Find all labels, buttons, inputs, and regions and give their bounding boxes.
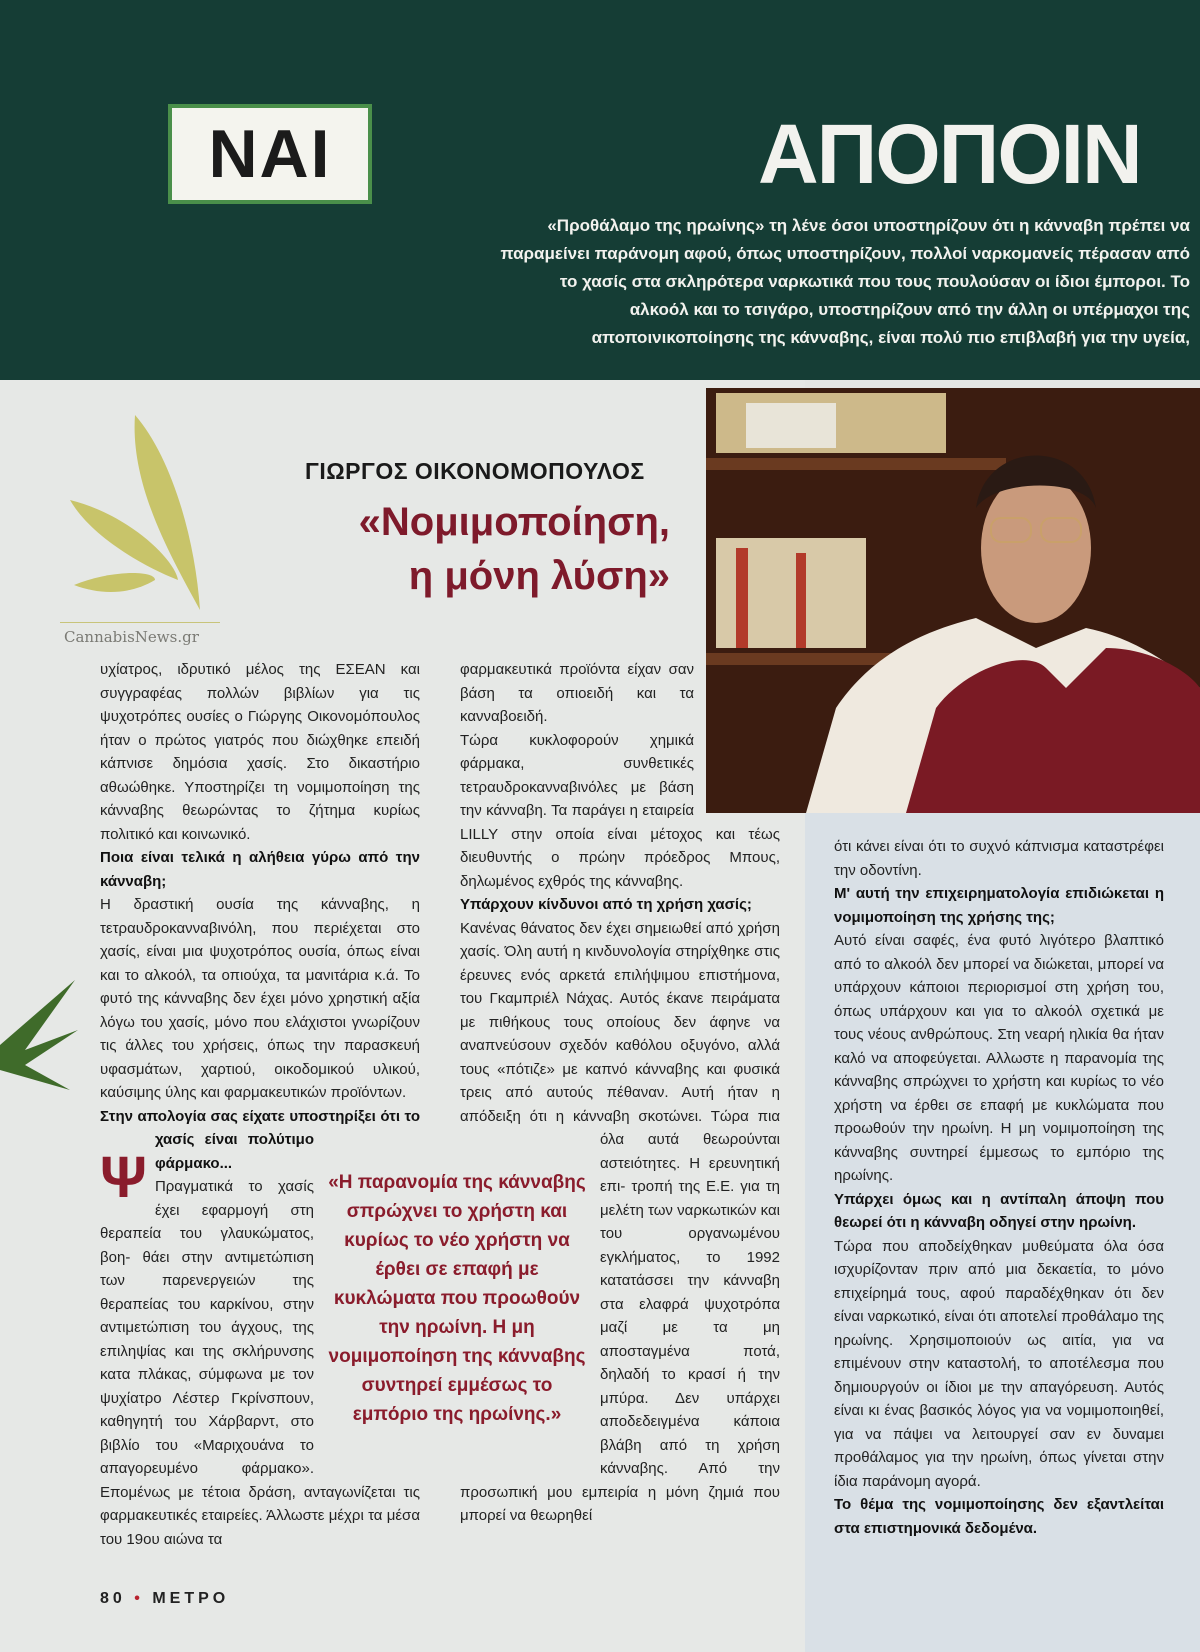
paragraph-part: Κανένας θάνατος δεν έχει σημειωθεί από χρήση χασίς. Όλη αυτή η κινδυνολογία στηρίχθηκε στις έρευνες ενός αρκετά επιλήψιμου επιστήμονα, του Γκαμπριέλ Νάχας. Αυτός έκανε πειράματα με πιθήκους τους οποίους δεν άφηνε να αναπνεύσουν σχεδόν καθόλου οξυγόνο, αλλά τους «πότιζε» με καπνό κάνναβης και φυσικά τρεις από αυτούς πέθαναν. Αυτή ήταν η απόδειξη ότι η κάνναβη σκοτώνει. Τώρα πια όλα αυτά θεωρούνται αστειότητες. Η ερευνητική επι- xyxy=(460,919,780,1195)
paragraph-part: Πραγματικά το χασίς έχει εφαρμογή στη θεραπεία του γλαυκώματος, βοη- xyxy=(100,1178,314,1266)
paragraph: ότι κάνει είναι ότι το συχνό κάπνισμα καταστρέφει την οδοντίνη. xyxy=(834,838,1164,879)
interview-question: Υπάρχει όμως και η αντίπαλη άποψη που θεωρεί ότι η κάνναβη οδηγεί στην ηρωίνη. xyxy=(834,1190,1164,1231)
paragraph: Τώρα κυκλοφορούν χημικά φάρμακα, συνθετικές τετραυδροκανναβινόλες με βάση την κάνναβη. Τα παράγει η εταιρεία LILLY στην οποία είναι μέτοχος και τέως διευθυντής ο πρώην πρόεδρος Μπους, δηλωμένος εχθρός της κάνναβης. xyxy=(460,731,780,890)
yes-badge: ΝΑΙ xyxy=(168,104,372,204)
paragraph-part: θάει στην αντιμετώπιση των παρενεργειών της θεραπείας του καρκίνου, στην αντιμετώπιση του άγχους, της επιληψίας και της σκλήρυνσης κατα πλάκας, σύμφωνα με τον ψυχίατρο Λέστερ Γκρίνσπουν, καθηγητή του Χάρβαρντ, στο βιβλίο του «Μαριχουάνα το απαγορευμένο φάρμακο». Επομένως με τέτοια δράση, ανταγωνίζεται τις φαρμακευτικές εταιρείες. Άλλωστε μέχρι τα μέσα του 19ου αιώνα τα xyxy=(100,1248,420,1548)
headline-line: «Νομιμοποίηση, xyxy=(358,500,670,544)
drop-cap: Ψ xyxy=(100,1145,147,1210)
cannabis-leaf-icon xyxy=(0,950,80,1120)
paragraph: Αυτό είναι σαφές, ένα φυτό λιγότερο βλαπτικό από το αλκοόλ δεν μπορεί να διώκεται, μπορεί να υπάρχουν κάποιοι περιορισμοί στη χρήση του, όπως υπάρχουν και για το αλκοόλ σχετικά με τους νέους ανθρώπους. Στη νεαρή ηλικία θα ήταν καλό να αποφεύγεται. Αλλωστε η παρανομία της κάνναβης σπρώχνει το χρήστη και κυρίως το νέο χρήστη να έρθει σε επαφή με κυκλώματα που προωθούν την ηρωίνη. Η μη νομιμοποίηση της κάνναβης συντηρεί έμμεσως το εμπόριο της ηρωίνης. xyxy=(834,932,1164,1184)
article-column-3 xyxy=(834,835,1164,1540)
page-number: 80 xyxy=(100,1590,126,1607)
paragraph: φαρμακευτικά προϊόντα είχαν σαν βάση τα οπιοειδή και τα κανναβοειδή. xyxy=(460,661,694,725)
intro-text: «Προθάλαμο της ηρωίνης» τη λένε όσοι υποστηρίζουν ότι η κάνναβη πρέπει να παραμείνει παράνομη αφού, όπως υποστηρίζουν, πολλοί ναρκομανείς πέρασαν από το χασίς στα σκληρότερα ναρκωτικά που τους πουλούσαν οι ίδιοι έμποροι. Το αλκοόλ και το τσιγάρο, υποστηρίζουν από την άλλη οι υπέρμαχοι της αποποινικοποίησης της κάνναβης, είναι πολύ πιο επιβλαβή για την υγεία, xyxy=(500,216,1190,347)
author-name: ΓΙΩΡΓΟΣ ΟΙΚΟΝΟΜΟΠΟΥΛΟΣ xyxy=(305,458,645,484)
headline xyxy=(250,495,670,603)
page-footer xyxy=(100,1590,229,1608)
magazine-name: ΜΕΤΡΟ xyxy=(152,1590,230,1607)
section-title: ΑΠΟΠΟΙΝ xyxy=(758,107,1141,201)
interview-question: Το θέμα της νομιμοποίησης δεν εξαντλείται στα επιστημονικά δεδομένα. xyxy=(834,1496,1164,1537)
logo-divider xyxy=(60,622,220,623)
watermark-text: CannabisNews.gr xyxy=(64,628,199,646)
pull-quote: «Η παρανομία της κάνναβης σπρώχνει το χρήστη και κυρίως το νέο χρήστη να έρθει σε επαφή με κυκλώματα που προωθούν την ηρωίνη. Η μη νομιμοποίηση της κάνναβης συντηρεί εμμέσως το εμπόριο της ηρωίνης.» xyxy=(328,1172,586,1425)
cannabisnews-logo-icon xyxy=(60,395,235,625)
paragraph: υχίατρος, ιδρυτικό μέλος της ΕΣΕΑΝ και συγγραφέας πολλών βιβλίων για τις ψυχοτρόπες ουσίες ο Γιώργης Οικονομόπουλος ήταν ο πρώτος γιατρός που διώχθηκε επειδή κάπνισε δημόσια χασίς. Στο δικαστήριο αθωώθηκε. Υποστηρίζει τη νομιμοποίηση της κάνναβης θεωρώντας το ζήτημα κυρίως πολιτικό και κοινωνικό. xyxy=(100,661,420,843)
paragraph-part: τροπή της Ε.Ε. για τη μελέτη των ναρκωτικών και του οργανωμένου εγκλήματος, το 1992 κατατάσσει την κάνναβη στα ελαφρά ψυχοτρόπα μαζί με τα μη αποσταγμένα ποτά, δηλαδή το κρασί ή την μπύρα. Δεν υπάρχει αποδεδειγμένα κάποια βλάβη από τη χρήση κάνναβης. Από την προσωπική μου εμπειρία η μόνη ζημιά που μπορεί να θεωρηθεί xyxy=(460,1178,781,1524)
interview-question: Μ' αυτή την επιχειρηματολογία επιδιώκεται η νομιμοποίηση της χρήσης της; xyxy=(834,885,1164,926)
footer-dot: • xyxy=(134,1590,144,1607)
headline-line: η μόνη λύση» xyxy=(408,554,670,598)
paragraph: Η δραστική ουσία της κάνναβης, η τετραυδροκανναβινόλη, που περιέχεται στο χασίς, είναι μια ψυχοτρόπος ουσία, όπως είναι και το αλκοόλ, τα οπιούχα, τα μανιτάρια κ.ά. Το φυτό της κάνναβης δεν έχει μόνο χρηστική αξία λόγω του χασίς, μόνο που ελάχιστοι γνωρίζουν τις άλλες του χρήσεις, όπως την παρασκευή υφασμάτων, χαρτιού, οικοδομικού υλικού, καύσιμης ύλης και φαρμακευτικών προϊόντων. xyxy=(100,896,420,1101)
header-banner xyxy=(0,0,1200,380)
interview-question: Υπάρχουν κίνδυνοι από τη χρήση χασίς; xyxy=(460,896,752,913)
interview-question: Ποια είναι τελικά η αλήθεια γύρω από την κάνναβη; xyxy=(100,849,420,890)
author-photo xyxy=(706,388,1200,813)
paragraph: Τώρα που αποδείχθηκαν μυθεύματα όλα όσα ισχυρίζονταν πριν από μια δεκαετία, το μόνο επιχείρημά τους, αφού παραδέχθηκαν ότι δεν είναι ναρκωτικό, είναι ότι αποτελεί προθάλαμο της ηρωίνης. Χρησιμοποιούν ως αιτία, για να επιμένουν στην καταστολή, το αποτέλεσμα που δημιουργούν οι ίδιοι με την απαγόρευση. Αυτός είναι κι ένας βασικός λόγος για να νομιμοποιηθεί, για να πάψει να λειτουργεί σαν εν δυναμει προθάλαμος για την ηρωίνη, όπως γίνεται στην ίδια παράνομη αγορά. xyxy=(834,1237,1164,1490)
interview-question: Στην απολογία σας είχατε υποστηρίξει ότι το χασίς είναι πολύτιμο φάρμακο... xyxy=(100,1107,420,1172)
